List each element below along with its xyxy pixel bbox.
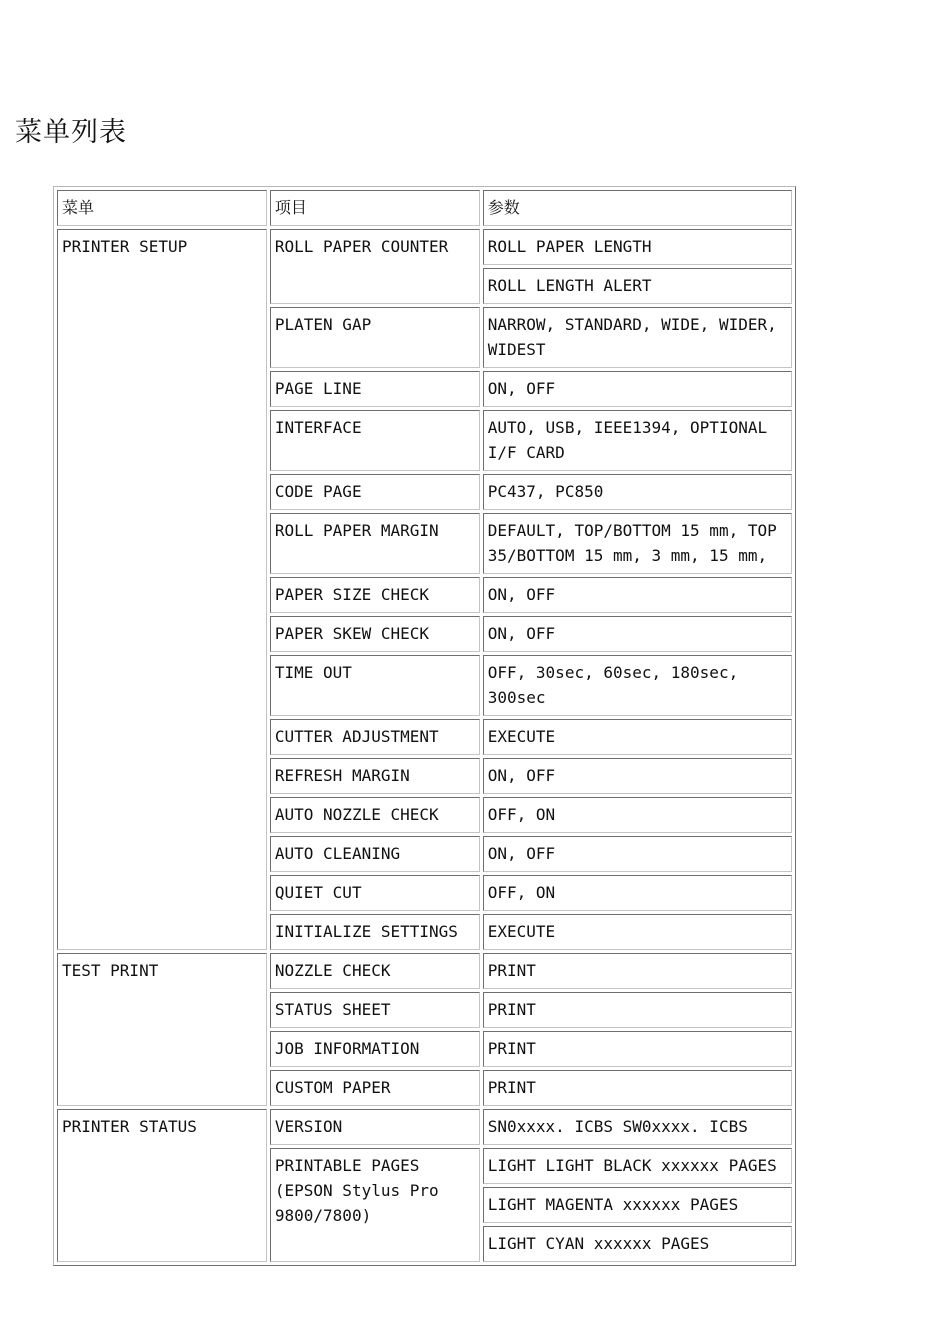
param-cell: LIGHT CYAN xxxxxx PAGES: [483, 1226, 792, 1262]
param-cell: LIGHT LIGHT BLACK xxxxxx PAGES: [483, 1148, 792, 1184]
param-cell: LIGHT MAGENTA xxxxxx PAGES: [483, 1187, 792, 1223]
table-row: [57, 953, 792, 989]
header-row: [57, 190, 792, 226]
item-cell: ROLL PAPER MARGIN: [270, 513, 480, 574]
menu-cell: PRINTER SETUP: [57, 229, 267, 950]
param-cell: NARROW, STANDARD, WIDE, WIDER, WIDEST: [483, 307, 792, 368]
item-cell: PAPER SKEW CHECK: [270, 616, 480, 652]
item-cell: CUTTER ADJUSTMENT: [270, 719, 480, 755]
param-cell: PRINT: [483, 992, 792, 1028]
item-cell: PRINTABLE PAGES (EPSON Stylus Pro 9800/7800): [270, 1148, 480, 1262]
item-cell: INTERFACE: [270, 410, 480, 471]
item-cell: CUSTOM PAPER: [270, 1070, 480, 1106]
param-cell: ROLL LENGTH ALERT: [483, 268, 792, 304]
param-cell: ON, OFF: [483, 616, 792, 652]
param-cell: PRINT: [483, 1070, 792, 1106]
menu-cell: PRINTER STATUS: [57, 1109, 267, 1262]
page-title: 菜单列表: [15, 117, 127, 148]
item-cell: AUTO CLEANING: [270, 836, 480, 872]
item-cell: INITIALIZE SETTINGS: [270, 914, 480, 950]
param-cell: OFF, 30sec, 60sec, 180sec, 300sec: [483, 655, 792, 716]
item-cell: STATUS SHEET: [270, 992, 480, 1028]
param-cell: ON, OFF: [483, 577, 792, 613]
menu-table: [53, 186, 796, 1266]
item-cell: JOB INFORMATION: [270, 1031, 480, 1067]
param-cell: ON, OFF: [483, 371, 792, 407]
item-cell: VERSION: [270, 1109, 480, 1145]
item-cell: PAPER SIZE CHECK: [270, 577, 480, 613]
param-cell: EXECUTE: [483, 914, 792, 950]
table-row: [57, 1109, 792, 1145]
item-cell: ROLL PAPER COUNTER: [270, 229, 480, 304]
param-cell: SN0xxxx. ICBS SW0xxxx. ICBS: [483, 1109, 792, 1145]
param-cell: OFF, ON: [483, 875, 792, 911]
header-param: 参数: [483, 190, 792, 226]
item-cell: REFRESH MARGIN: [270, 758, 480, 794]
menu-cell: TEST PRINT: [57, 953, 267, 1106]
param-cell: AUTO, USB, IEEE1394, OPTIONAL I/F CARD: [483, 410, 792, 471]
param-cell: ON, OFF: [483, 758, 792, 794]
table-row: [57, 229, 792, 265]
item-cell: AUTO NOZZLE CHECK: [270, 797, 480, 833]
item-cell: CODE PAGE: [270, 474, 480, 510]
param-cell: DEFAULT, TOP/BOTTOM 15 mm, TOP 35/BOTTOM 15 mm, 3 mm, 15 mm,: [483, 513, 792, 574]
param-cell: EXECUTE: [483, 719, 792, 755]
item-cell: TIME OUT: [270, 655, 480, 716]
param-cell: ON, OFF: [483, 836, 792, 872]
item-cell: PLATEN GAP: [270, 307, 480, 368]
param-cell: PC437, PC850: [483, 474, 792, 510]
param-cell: PRINT: [483, 953, 792, 989]
header-item: 项目: [270, 190, 480, 226]
header-menu: 菜单: [57, 190, 267, 226]
item-cell: QUIET CUT: [270, 875, 480, 911]
item-cell: PAGE LINE: [270, 371, 480, 407]
param-cell: ROLL PAPER LENGTH: [483, 229, 792, 265]
param-cell: OFF, ON: [483, 797, 792, 833]
item-cell: NOZZLE CHECK: [270, 953, 480, 989]
param-cell: PRINT: [483, 1031, 792, 1067]
